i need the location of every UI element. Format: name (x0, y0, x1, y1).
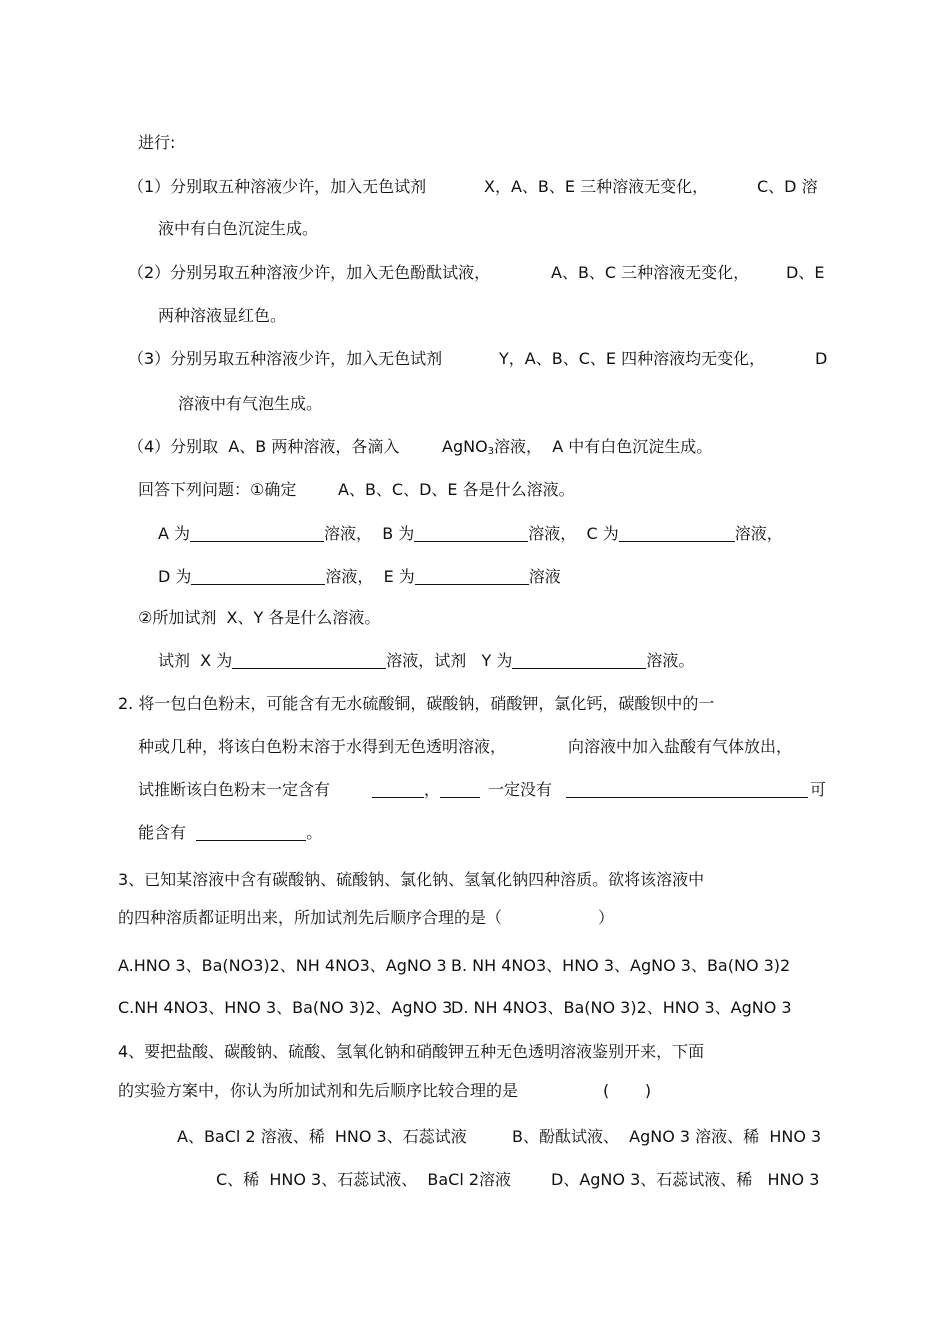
answer-blank-q2-2[interactable] (440, 781, 480, 798)
q3-option-d: D. NH 4NO3、Ba(NO 3)2、HNO 3、AgNO 3 (451, 998, 792, 1017)
q1-step3-line2: 溶液中有气泡生成。 (178, 394, 323, 413)
q1-step2-line2: 两种溶液显红色。 (158, 306, 287, 325)
q2-line3b: 一定没有 (488, 780, 553, 799)
q2-line1: 2. 将一包白色粉末，可能含有无水硫酸铜，碳酸钠，硝酸钾，氯化钙，碳酸钡中的一 (118, 694, 715, 713)
q3-option-c: C.NH 4NO3、HNO 3、Ba(NO 3)2、AgNO 3 (118, 998, 453, 1017)
answer-blank-q2-3[interactable] (566, 781, 808, 798)
q2-line4: 能含有 。 (138, 823, 323, 842)
q4-option-c: C、稀 HNO 3、石蕊试液、 BaCl 2溶液 (216, 1170, 512, 1189)
q3-option-a: A.HNO 3、Ba(NO3)2、NH 4NO3、AgNO 3 (118, 956, 447, 975)
q1-question1-b: A、B、C、D、E 各是什么溶液。 (338, 480, 575, 499)
q1-step2-tail: D、E (786, 263, 825, 282)
q4-option-a: A、BaCl 2 溶液、稀 HNO 3、石蕊试液 (177, 1127, 467, 1146)
q1-step3-result: Y，A、B、C、E 四种溶液均无变化， (499, 349, 766, 368)
q1-step2-text: （2）分别另取五种溶液少许，加入无色酚酞试液， (128, 263, 491, 282)
answer-blank-y[interactable] (512, 652, 646, 669)
q2-line2: 种或几种，将该白色粉末溶于水得到无色透明溶液， (138, 737, 507, 756)
q1-step1-line2: 液中有白色沉淀生成。 (158, 219, 319, 238)
answer-blank-c[interactable] (619, 525, 735, 542)
answer-blank-d[interactable] (191, 568, 325, 585)
q3-line1: 3、已知某溶液中含有碳酸钠、硫酸钠、氯化钠、氢氧化钠四种溶质。欲将该溶液中 (118, 870, 705, 889)
q1-question2: ②所加试剂 X、Y 各是什么溶液。 (138, 608, 381, 627)
q3-line2: 的四种溶质都证明出来，所加试剂先后顺序合理的是（ (118, 908, 503, 927)
answer-blank-q2-1[interactable] (372, 781, 424, 798)
answer-blank-a[interactable] (190, 525, 324, 542)
q1-step4-text: （4）分别取 A、B 两种溶液，各滴入 (128, 437, 400, 456)
q1-fill-row2: D 为 溶液， E 为 溶液 (158, 567, 561, 586)
q4-line2: 的实验方案中，你认为所加试剂和先后顺序比较合理的是 (118, 1081, 519, 1100)
q1-step4-formula: AgNO$_3$溶液， A 中有白色沉淀生成。 (442, 437, 713, 457)
q1-step1-text: （1）分别取五种溶液少许，加入无色试剂 (128, 177, 427, 196)
q4-line1: 4、要把盐酸、碳酸钠、硫酸、氢氧化钠和硝酸钾五种无色透明溶液鉴别开来，下面 (118, 1042, 705, 1061)
q4-option-b: B、酚酞试液、 AgNO 3 溶液、稀 HNO 3 (512, 1127, 822, 1146)
q2-blank-3-wrap (566, 780, 808, 800)
answer-blank-q2-4[interactable] (196, 824, 306, 841)
q1-step1-tail: C、D 溶 (757, 177, 818, 196)
q1-step3-tail: D (815, 349, 828, 368)
q2-blank-group: ， (372, 780, 480, 800)
q1-step1-result: X，A、B、E 三种溶液无变化， (484, 177, 709, 196)
q2-line3c: 可 (810, 780, 827, 799)
q2-line3: 试推断该白色粉末一定含有 (138, 780, 331, 799)
q3-option-b: B. NH 4NO3、HNO 3、AgNO 3、Ba(NO 3)2 (451, 956, 791, 975)
q1-fill-row1: A 为 溶液， B 为 溶液， C 为 溶液， (158, 524, 783, 543)
intro-text: 进行: (138, 133, 176, 152)
q4-line2-paren: ( ) (603, 1081, 652, 1100)
q1-step3-text: （3）分别另取五种溶液少许，加入无色试剂 (128, 349, 443, 368)
answer-blank-b[interactable] (414, 525, 528, 542)
q2-line2b: 向溶液中加入盐酸有气体放出， (568, 737, 793, 756)
q1-fill-row3: 试剂 X 为 溶液，试剂 Y 为 溶液。 (158, 651, 695, 670)
q1-step2-result: A、B、C 三种溶液无变化， (551, 263, 750, 282)
answer-blank-e[interactable] (415, 568, 529, 585)
answer-blank-x[interactable] (232, 652, 386, 669)
q4-option-d: D、AgNO 3、石蕊试液、稀 HNO 3 (551, 1170, 820, 1189)
q3-line2-close: ） (598, 908, 615, 927)
q1-question1: 回答下列问题：①确定 (138, 480, 297, 499)
